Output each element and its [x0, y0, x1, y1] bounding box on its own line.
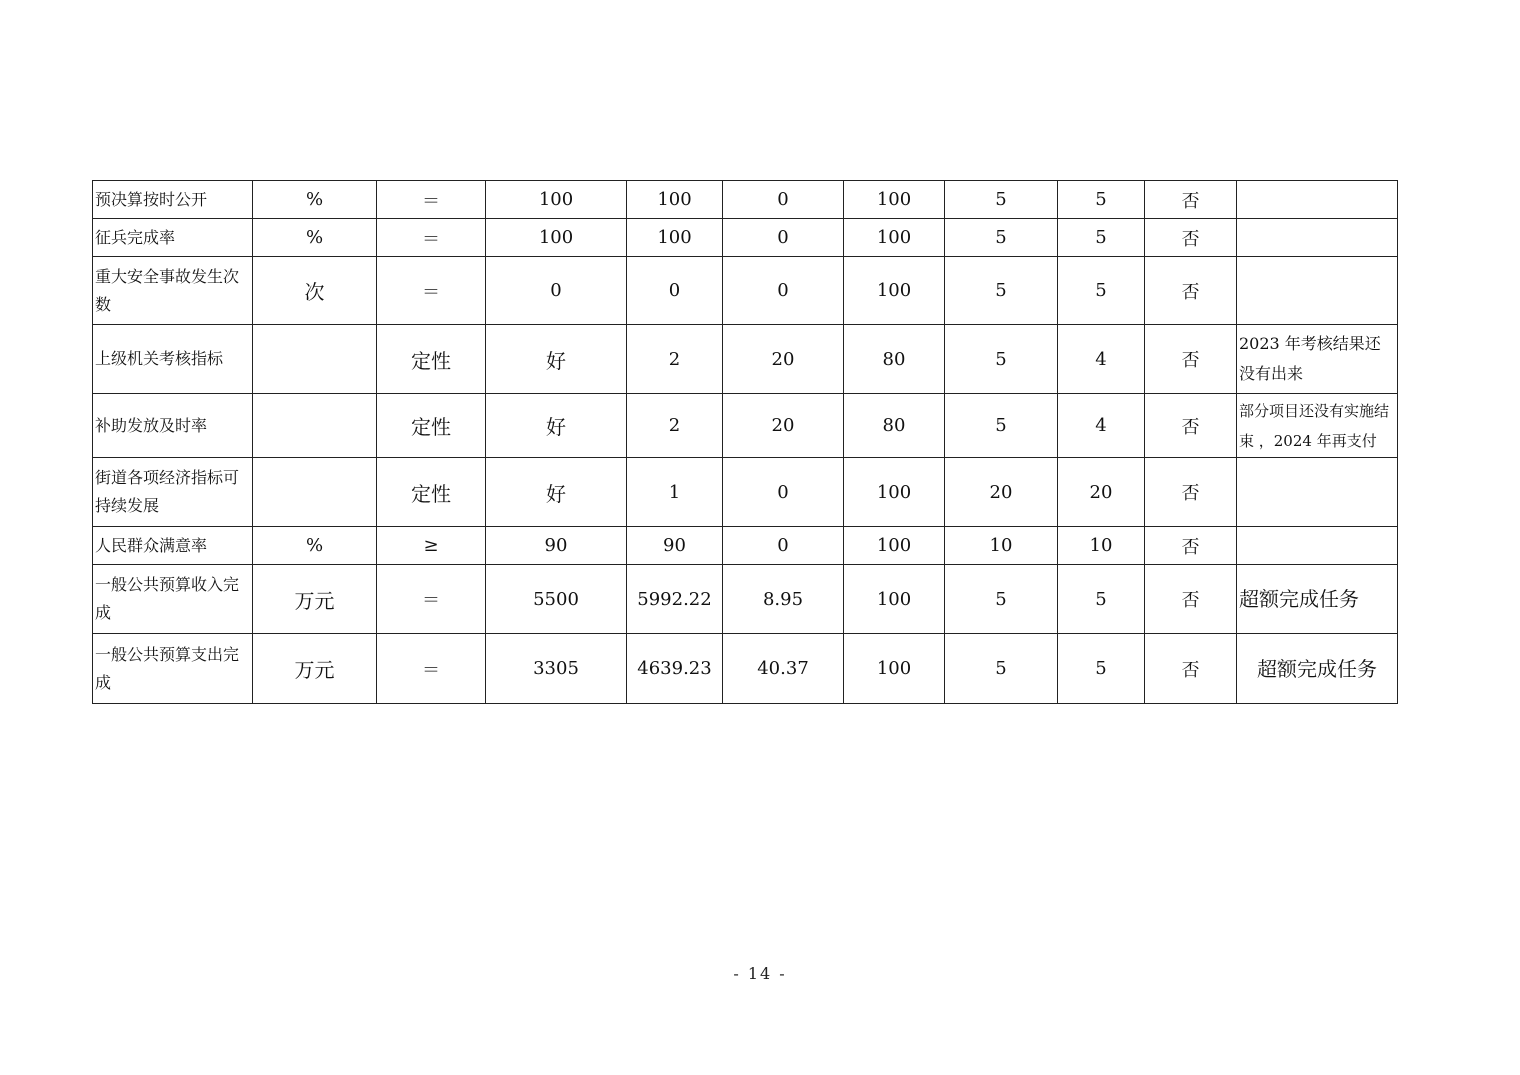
indicator-flag: 否: [1145, 527, 1237, 565]
indicator-target: 0: [486, 257, 627, 325]
indicator-flag: 否: [1145, 394, 1237, 458]
indicator-target: 3305: [486, 634, 627, 704]
indicator-target: 5500: [486, 565, 627, 634]
indicator-weight: 20: [945, 458, 1058, 527]
indicator-deviation: 0: [723, 458, 844, 527]
indicator-score-rate: 100: [844, 219, 945, 257]
indicator-deviation: 0: [723, 257, 844, 325]
indicator-note: 超额完成任务: [1237, 565, 1398, 634]
indicator-unit: [253, 394, 377, 458]
indicator-name: 一般公共预算收入完成: [93, 565, 253, 634]
table-row: [93, 394, 1398, 458]
indicator-deviation: 40.37: [723, 634, 844, 704]
indicator-target: 好: [486, 394, 627, 458]
indicator-operator: ＝: [377, 257, 486, 325]
indicator-operator: 定性: [377, 458, 486, 527]
indicator-note: [1237, 219, 1398, 257]
indicator-unit: %: [253, 181, 377, 219]
indicator-operator: ＝: [377, 219, 486, 257]
indicator-score: 5: [1058, 565, 1145, 634]
indicator-score: 20: [1058, 458, 1145, 527]
indicator-score-rate: 100: [844, 527, 945, 565]
indicator-score-rate: 100: [844, 634, 945, 704]
indicator-note: [1237, 257, 1398, 325]
indicator-actual: 5992.22: [627, 565, 723, 634]
indicator-name: 重大安全事故发生次数: [93, 257, 253, 325]
indicator-actual: 0: [627, 257, 723, 325]
indicator-actual: 2: [627, 325, 723, 394]
indicator-actual: 1: [627, 458, 723, 527]
indicator-unit: [253, 458, 377, 527]
indicator-operator: 定性: [377, 394, 486, 458]
indicator-score-rate: 100: [844, 565, 945, 634]
indicator-unit: 万元: [253, 565, 377, 634]
indicator-score-rate: 100: [844, 257, 945, 325]
indicator-operator: ＝: [377, 181, 486, 219]
indicator-score: 5: [1058, 181, 1145, 219]
indicator-deviation: 0: [723, 219, 844, 257]
indicator-actual: 2: [627, 394, 723, 458]
indicator-operator: ≥: [377, 527, 486, 565]
indicator-target: 好: [486, 325, 627, 394]
indicator-score: 4: [1058, 325, 1145, 394]
indicator-target: 好: [486, 458, 627, 527]
indicator-name: 一般公共预算支出完成: [93, 634, 253, 704]
indicator-unit: [253, 325, 377, 394]
table-row: [93, 458, 1398, 527]
indicator-score: 10: [1058, 527, 1145, 565]
table-row: [93, 565, 1398, 634]
indicator-score-rate: 80: [844, 325, 945, 394]
indicator-name: 上级机关考核指标: [93, 325, 253, 394]
indicator-flag: 否: [1145, 219, 1237, 257]
indicator-score: 5: [1058, 219, 1145, 257]
indicator-weight: 5: [945, 565, 1058, 634]
indicator-weight: 10: [945, 527, 1058, 565]
indicator-deviation: 0: [723, 181, 844, 219]
indicator-score: 4: [1058, 394, 1145, 458]
indicator-actual: 100: [627, 219, 723, 257]
indicator-weight: 5: [945, 394, 1058, 458]
indicator-unit: %: [253, 219, 377, 257]
indicator-target: 100: [486, 219, 627, 257]
indicator-unit: 次: [253, 257, 377, 325]
indicator-weight: 5: [945, 634, 1058, 704]
indicator-flag: 否: [1145, 257, 1237, 325]
indicator-name: 补助发放及时率: [93, 394, 253, 458]
indicator-name: 人民群众满意率: [93, 527, 253, 565]
indicator-weight: 5: [945, 181, 1058, 219]
indicator-note: 2023 年考核结果还没有出来: [1237, 325, 1398, 394]
indicator-deviation: 8.95: [723, 565, 844, 634]
indicator-flag: 否: [1145, 181, 1237, 219]
indicator-flag: 否: [1145, 325, 1237, 394]
indicator-operator: ＝: [377, 634, 486, 704]
indicator-deviation: 20: [723, 394, 844, 458]
table-row: [93, 527, 1398, 565]
indicator-weight: 5: [945, 257, 1058, 325]
indicator-score: 5: [1058, 634, 1145, 704]
indicator-deviation: 0: [723, 527, 844, 565]
table-row: [93, 325, 1398, 394]
indicator-actual: 4639.23: [627, 634, 723, 704]
indicator-unit: %: [253, 527, 377, 565]
indicator-flag: 否: [1145, 565, 1237, 634]
indicator-note: [1237, 181, 1398, 219]
indicator-weight: 5: [945, 325, 1058, 394]
indicator-actual: 90: [627, 527, 723, 565]
indicator-score-rate: 100: [844, 181, 945, 219]
page-number: - 14 -: [733, 964, 787, 983]
indicator-flag: 否: [1145, 458, 1237, 527]
indicator-score-rate: 100: [844, 458, 945, 527]
indicator-note: 超额完成任务: [1237, 634, 1398, 704]
indicator-actual: 100: [627, 181, 723, 219]
table-row: [93, 634, 1398, 704]
indicator-operator: ＝: [377, 565, 486, 634]
indicator-name: 街道各项经济指标可持续发展: [93, 458, 253, 527]
indicator-target: 90: [486, 527, 627, 565]
indicator-flag: 否: [1145, 634, 1237, 704]
indicator-weight: 5: [945, 219, 1058, 257]
table-row: [93, 257, 1398, 325]
indicator-target: 100: [486, 181, 627, 219]
indicator-unit: 万元: [253, 634, 377, 704]
indicator-name: 征兵完成率: [93, 219, 253, 257]
indicator-note: 部分项目还没有实施结束 ，2024 年再支付: [1237, 394, 1398, 458]
performance-indicator-table: [92, 180, 1398, 704]
indicator-operator: 定性: [377, 325, 486, 394]
indicator-deviation: 20: [723, 325, 844, 394]
indicator-note: [1237, 527, 1398, 565]
indicator-name: 预决算按时公开: [93, 181, 253, 219]
indicator-score: 5: [1058, 257, 1145, 325]
table-row: [93, 219, 1398, 257]
indicator-score-rate: 80: [844, 394, 945, 458]
indicator-note: [1237, 458, 1398, 527]
table-row: [93, 181, 1398, 219]
